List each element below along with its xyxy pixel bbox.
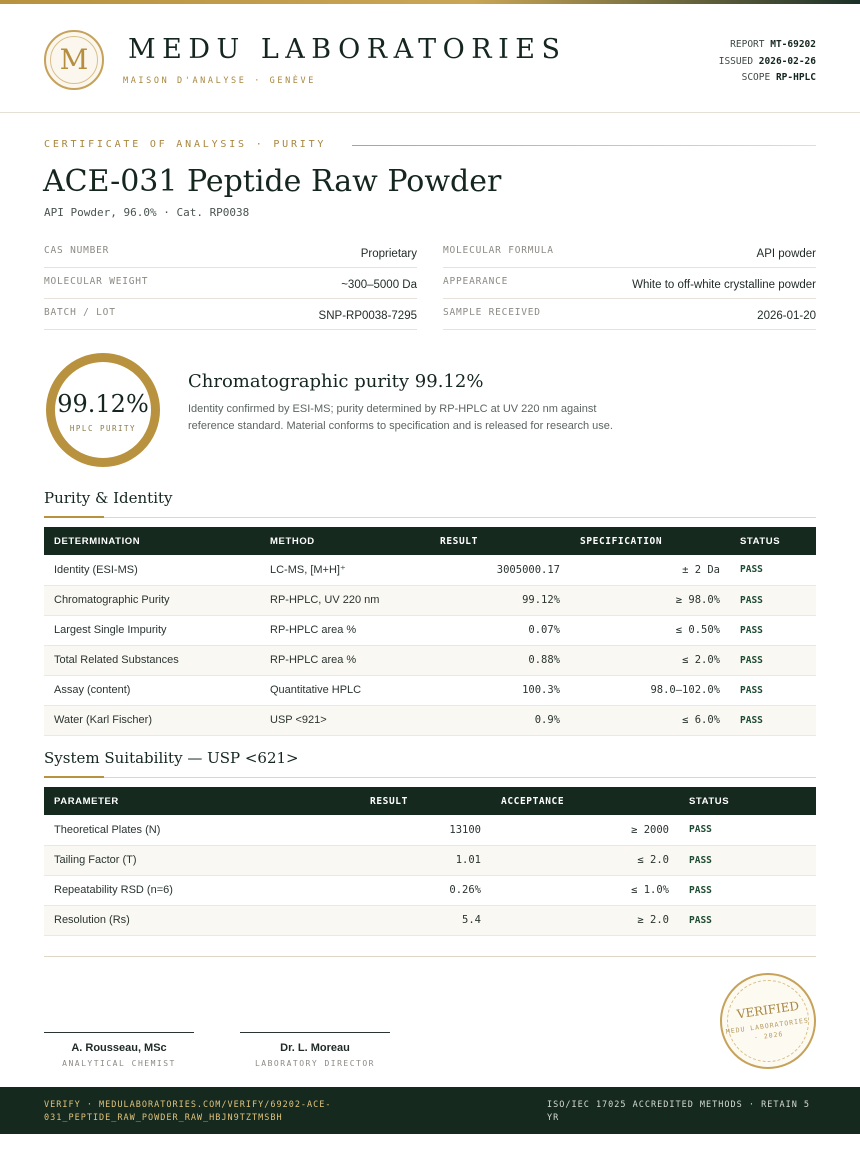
table-header-row bbox=[44, 787, 816, 815]
info-key: SAMPLE RECEIVED bbox=[443, 307, 541, 318]
cell-method: RP-HPLC, UV 220 nm bbox=[260, 585, 430, 615]
cell-determination: Water (Karl Fischer) bbox=[44, 705, 260, 735]
column-header: RESULT bbox=[430, 527, 570, 555]
column-header: METHOD bbox=[260, 527, 430, 555]
status-badge: PASS bbox=[730, 615, 816, 645]
product-subtitle: API Powder, 96.0% · Cat. RP0038 bbox=[44, 206, 250, 219]
info-row bbox=[443, 299, 816, 330]
column-header: STATUS bbox=[679, 787, 816, 815]
column-header: SPECIFICATION bbox=[570, 527, 730, 555]
info-grid-left bbox=[44, 237, 417, 330]
cell-method: RP-HPLC area % bbox=[260, 615, 430, 645]
scope-value: RP-HPLC bbox=[775, 72, 816, 83]
table-row bbox=[44, 645, 816, 675]
report-number: MT-69202 bbox=[770, 39, 816, 50]
info-key: APPEARANCE bbox=[443, 276, 509, 287]
cell-result: 100.3% bbox=[430, 675, 570, 705]
cell-specification: ± 2 Da bbox=[570, 555, 730, 585]
table-row bbox=[44, 705, 816, 735]
status-badge: PASS bbox=[730, 645, 816, 675]
cell-result: 1.01 bbox=[360, 845, 491, 875]
cell-determination: Identity (ESI-MS) bbox=[44, 555, 260, 585]
cell-method: USP <921> bbox=[260, 705, 430, 735]
cell-determination: Total Related Substances bbox=[44, 645, 260, 675]
cell-specification: ≤ 2.0% bbox=[570, 645, 730, 675]
page-header bbox=[0, 4, 860, 113]
report-meta bbox=[719, 37, 816, 87]
signatory-role: LABORATORY DIRECTOR bbox=[254, 1059, 375, 1068]
status-badge: PASS bbox=[679, 875, 816, 905]
cell-result: 0.88% bbox=[430, 645, 570, 675]
cell-result: 0.26% bbox=[360, 875, 491, 905]
issued-date: 2026-02-26 bbox=[758, 55, 816, 67]
section-accent bbox=[44, 776, 104, 778]
cell-parameter: Resolution (Rs) bbox=[44, 905, 360, 935]
table-header-row bbox=[44, 527, 816, 555]
cell-result: 0.07% bbox=[430, 615, 570, 645]
cell-acceptance: ≥ 2.0 bbox=[491, 905, 679, 935]
column-header: STATUS bbox=[730, 527, 816, 555]
cell-result: 5.4 bbox=[360, 905, 491, 935]
certificate-label: CERTIFICATE OF ANALYSIS · PURITY bbox=[44, 139, 327, 150]
cell-determination: Largest Single Impurity bbox=[44, 615, 260, 645]
info-key: MOLECULAR FORMULA bbox=[443, 245, 554, 256]
cell-specification: ≤ 6.0% bbox=[570, 705, 730, 735]
column-header: RESULT bbox=[360, 787, 491, 815]
cell-result: 99.12% bbox=[430, 585, 570, 615]
info-key: BATCH / LOT bbox=[44, 307, 116, 318]
info-row bbox=[44, 268, 417, 299]
issued-label: ISSUED bbox=[718, 55, 754, 67]
cell-specification: 98.0–102.0% bbox=[570, 675, 730, 705]
purity-table bbox=[44, 527, 816, 736]
certificate-rule bbox=[352, 145, 816, 146]
cell-specification: ≥ 98.0% bbox=[570, 585, 730, 615]
cell-determination: Chromatographic Purity bbox=[44, 585, 260, 615]
scope-label: SCOPE bbox=[741, 72, 771, 83]
table-row bbox=[44, 875, 816, 905]
cell-parameter: Repeatability RSD (n=6) bbox=[44, 875, 360, 905]
cell-result: 3005000.17 bbox=[430, 555, 570, 585]
info-row bbox=[443, 268, 816, 299]
brand-name: MEDU LABORATORIES bbox=[128, 34, 567, 65]
purity-ring-label: HPLC PURITY bbox=[69, 424, 137, 433]
logo-letter: M bbox=[50, 36, 98, 84]
seal-title: VERIFIED bbox=[736, 998, 800, 1022]
info-row bbox=[443, 237, 816, 268]
purity-section-title: Purity & Identity bbox=[44, 489, 173, 507]
table-row bbox=[44, 675, 816, 705]
cell-determination: Assay (content) bbox=[44, 675, 260, 705]
product-title: ACE-031 Peptide Raw Powder bbox=[43, 164, 502, 199]
cell-parameter: Theoretical Plates (N) bbox=[44, 815, 360, 845]
status-badge: PASS bbox=[679, 905, 816, 935]
info-value: 2026-01-20 bbox=[757, 310, 816, 322]
brand-subtitle: MAISON D'ANALYSE · GENÈVE bbox=[123, 76, 316, 86]
seal-subtitle: MEDU LABORATORIES · 2026 bbox=[725, 1016, 810, 1042]
status-badge: PASS bbox=[730, 555, 816, 585]
cell-result: 0.9% bbox=[430, 705, 570, 735]
section-rule bbox=[44, 517, 816, 518]
status-badge: PASS bbox=[730, 705, 816, 735]
cell-method: LC-MS, [M+H]⁺ bbox=[260, 555, 430, 585]
verified-seal bbox=[720, 973, 816, 1069]
status-badge: PASS bbox=[730, 675, 816, 705]
signatory-role: ANALYTICAL CHEMIST bbox=[62, 1059, 176, 1068]
cell-method: RP-HPLC area % bbox=[260, 645, 430, 675]
info-row bbox=[44, 299, 417, 330]
info-value: API powder bbox=[756, 248, 816, 260]
suitability-table bbox=[44, 787, 816, 936]
column-header: PARAMETER bbox=[44, 787, 360, 815]
table-row bbox=[44, 585, 816, 615]
table-row bbox=[44, 815, 816, 845]
cell-parameter: Tailing Factor (T) bbox=[44, 845, 360, 875]
suitability-section-title: System Suitability — USP <621> bbox=[44, 749, 299, 767]
purity-value: 99.12% bbox=[57, 390, 149, 418]
info-row bbox=[44, 237, 417, 268]
cell-acceptance: ≤ 2.0 bbox=[491, 845, 679, 875]
verify-link[interactable]: VERIFY · MEDULABORATORIES.COM/VERIFY/69202-ACE-031_PEPTIDE_RAW_POWDER_RAW_HBJN9TZTMSBH bbox=[44, 1100, 332, 1123]
report-label: REPORT bbox=[730, 39, 765, 50]
info-value: SNP-RP0038-7295 bbox=[318, 310, 417, 322]
status-badge: PASS bbox=[730, 585, 816, 615]
table-row bbox=[44, 615, 816, 645]
purity-description: Identity confirmed by ESI-MS; purity determined by RP-HPLC at UV 220 nm against reference standard. Material conforms to specification and is released for research use. bbox=[188, 403, 613, 432]
status-badge: PASS bbox=[679, 815, 816, 845]
column-header: ACCEPTANCE bbox=[491, 787, 679, 815]
accreditation-note: ISO/IEC 17025 ACCREDITED METHODS · RETAIN 5 YR bbox=[547, 1100, 811, 1123]
cell-method: Quantitative HPLC bbox=[260, 675, 430, 705]
section-accent bbox=[44, 516, 104, 518]
info-value: White to off-white crystalline powder bbox=[632, 279, 816, 291]
purity-headline: Chromatographic purity 99.12% bbox=[188, 371, 484, 392]
info-grid-right bbox=[443, 237, 816, 330]
cell-result: 13100 bbox=[360, 815, 491, 845]
table-row bbox=[44, 905, 816, 935]
cell-acceptance: ≤ 1.0% bbox=[491, 875, 679, 905]
info-key: MOLECULAR WEIGHT bbox=[44, 276, 149, 287]
info-key: CAS NUMBER bbox=[44, 245, 110, 256]
table-row bbox=[44, 555, 816, 585]
table-row bbox=[44, 845, 816, 875]
signatory-name: Dr. L. Moreau bbox=[280, 1042, 350, 1054]
purity-ring bbox=[46, 353, 160, 467]
column-header: DETERMINATION bbox=[44, 527, 260, 555]
page-footer bbox=[0, 1087, 860, 1134]
signature-analyst bbox=[44, 1032, 194, 1068]
footer-rule bbox=[44, 956, 816, 957]
cell-specification: ≤ 0.50% bbox=[570, 615, 730, 645]
signature-director bbox=[240, 1032, 390, 1068]
cell-acceptance: ≥ 2000 bbox=[491, 815, 679, 845]
info-value: Proprietary bbox=[360, 248, 417, 260]
brand-logo bbox=[44, 30, 104, 90]
info-value: ~300–5000 Da bbox=[341, 279, 417, 291]
status-badge: PASS bbox=[679, 845, 816, 875]
section-rule bbox=[44, 777, 816, 778]
signatory-name: A. Rousseau, MSc bbox=[71, 1042, 167, 1054]
